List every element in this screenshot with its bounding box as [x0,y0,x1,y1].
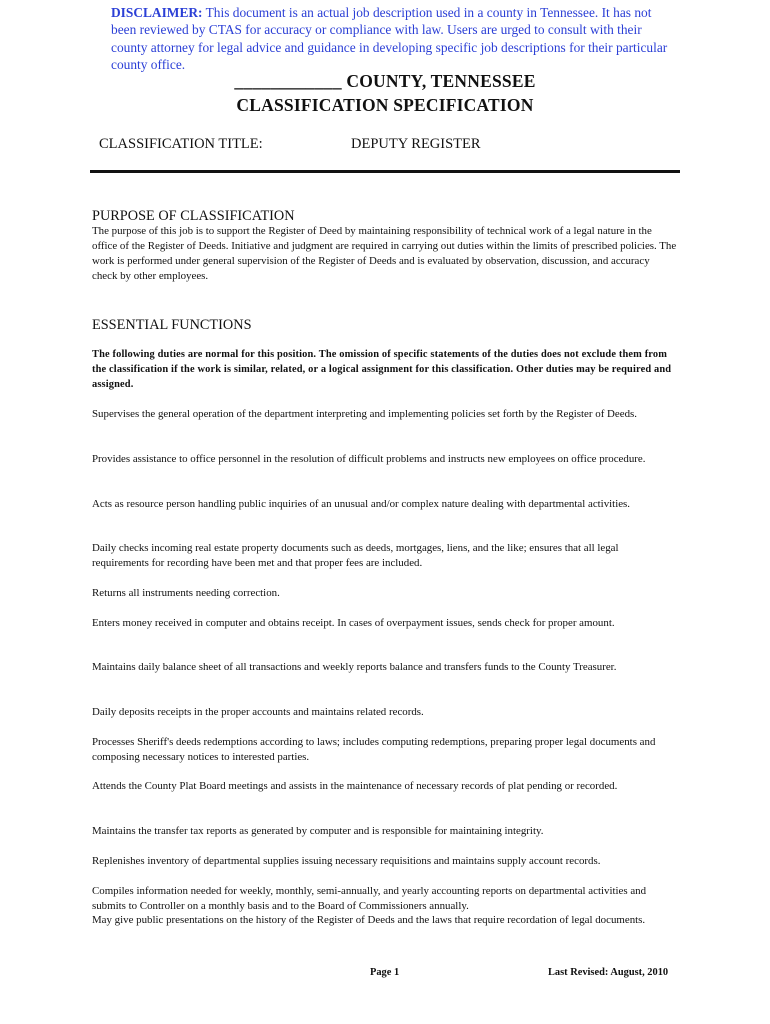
essential-functions-intro: The following duties are normal for this position. The omission of specific statements of the duties does not exclude them from the classification if the work is similar, related, or a logical assignment for this classification. Other duties may be required and assigned. [92,349,672,390]
disclaimer-label: DISCLAIMER: [111,5,203,20]
duty-item: Processes Sheriff's deeds redemptions according to laws; includes computing redemptions, preparing proper legal documents and composing necessary notices to interested parties. [92,736,656,763]
header-divider [90,170,680,173]
page-number: Page 1 [370,967,400,978]
duty-item: Attends the County Plat Board meetings and assists in the maintenance of necessary records of plat pending or recorded. [92,780,618,792]
essential-functions-heading: ESSENTIAL FUNCTIONS [92,317,252,333]
last-revised: Last Revised: August, 2010 [548,967,669,978]
duty-item: Enters money received in computer and obtains receipt. In cases of overpayment issues, sends check for proper amount. [92,617,615,629]
duty-item: Daily checks incoming real estate property documents such as deeds, mortgages, liens, and the like; ensures that all legal requirements for recording have been met and that proper fees are included. [92,542,619,569]
disclaimer [111,4,671,73]
duty-item: Compiles information needed for weekly, monthly, semi-annually, and yearly accounting reports on departmental activities and submits to Controller on a monthly basis and to the Board of Commissioners annually. [92,885,647,912]
classification-title-label: CLASSIFICATION TITLE: [99,136,263,152]
duty-item: Replenishes inventory of departmental supplies issuing necessary requisitions and maintains supply account records. [92,855,601,867]
duty-item: May give public presentations on the history of the Register of Deeds and the laws that require recordation of legal documents. [92,914,646,926]
duty-item: Maintains daily balance sheet of all transactions and weekly reports balance and transfers funds to the County Treasurer. [92,661,617,673]
county-title: ____________ COUNTY, TENNESSEE [234,71,536,91]
classification-title-value: DEPUTY REGISTER [351,136,481,152]
duty-item: Maintains the transfer tax reports as generated by computer and is responsible for maintaining integrity. [92,825,544,837]
duty-item: Supervises the general operation of the department interpreting and implementing policies set forth by the Register of Deeds. [92,408,637,420]
disclaimer-text: This document is an actual job description used in a county in Tennessee. It has not been reviewed by CTAS for accuracy or compliance with law. Users are urged to consult with their county attorney for legal advice and guidance in developing specific job descriptions for their particular county office. [111,5,668,72]
classification-spec-title: CLASSIFICATION SPECIFICATION [236,95,534,115]
duty-item: Daily deposits receipts in the proper accounts and maintains related records. [92,706,424,718]
duty-item: Acts as resource person handling public inquiries of an unusual and/or complex nature dealing with departmental activities. [92,498,631,510]
purpose-heading: PURPOSE OF CLASSIFICATION [92,208,295,224]
duty-item: Provides assistance to office personnel in the resolution of difficult problems and instructs new employees on office procedure. [92,453,646,465]
purpose-text: The purpose of this job is to support the Register of Deed by maintaining responsibility of technical work of a legal nature in the office of the Register of Deeds. Initiative and judgment are required in carrying out duties within the limits of prescribed policies. The work is performed under general supervision of the Register of Deeds and is evaluated by observation, discussion, and accuracy check by other employees. [92,225,677,282]
duty-item: Returns all instruments needing correction. [92,587,280,599]
